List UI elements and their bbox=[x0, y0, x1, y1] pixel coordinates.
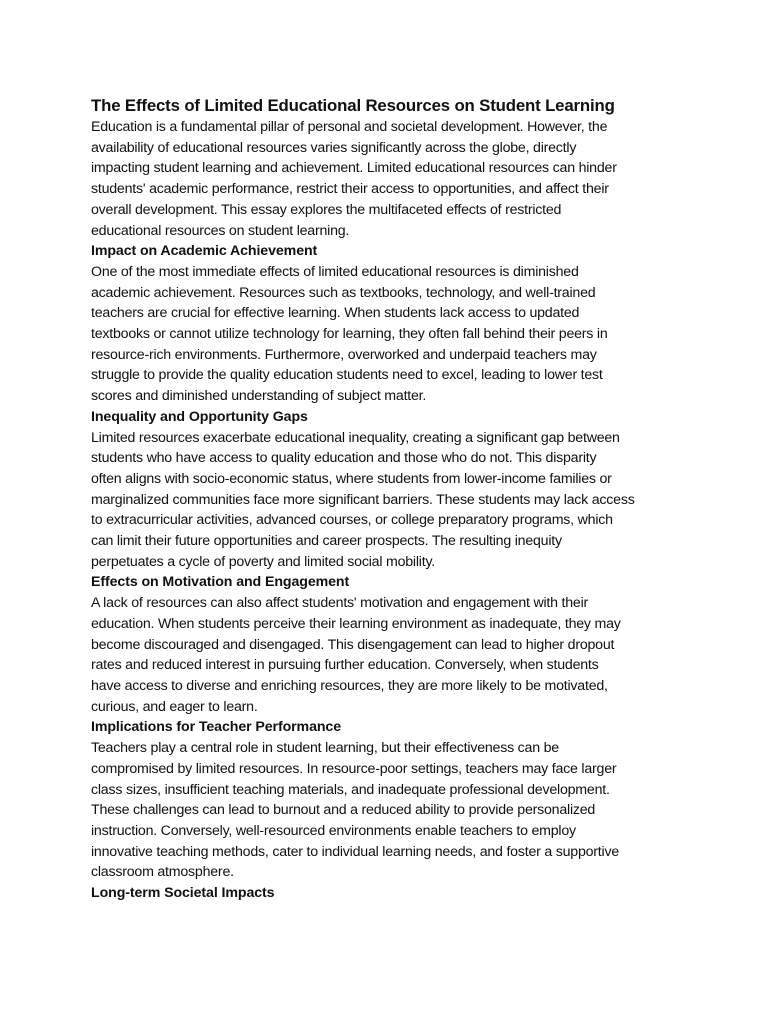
text-line: to extracurricular activities, advanced courses, or college preparatory programs, which bbox=[91, 512, 613, 529]
text-line: Limited resources exacerbate educational inequality, creating a significant gap between bbox=[91, 429, 620, 446]
text-line: can limit their future opportunities and career prospects. The resulting inequity bbox=[91, 533, 562, 550]
text-line: scores and diminished understanding of subject matter. bbox=[91, 388, 427, 405]
section-paragraph-inequality bbox=[91, 428, 691, 573]
section-paragraph-academic-achievement bbox=[91, 262, 691, 407]
section-heading-inequality: Inequality and Opportunity Gaps bbox=[91, 408, 308, 425]
text-line: curious, and eager to learn. bbox=[91, 698, 258, 715]
text-line: educational resources on student learning. bbox=[91, 222, 350, 239]
text-line: Education is a fundamental pillar of personal and societal development. However, the bbox=[91, 119, 608, 135]
text-line: class sizes, insufficient teaching materials, and inadequate professional development. bbox=[91, 781, 610, 798]
text-line: A lack of resources can also affect students' motivation and engagement with their bbox=[91, 595, 589, 612]
text-line: availability of educational resources varies significantly across the globe, directly bbox=[91, 139, 577, 156]
text-line: have access to diverse and enriching resources, they are more likely to be motivated, bbox=[91, 677, 608, 694]
section-heading-teacher-performance: Implications for Teacher Performance bbox=[91, 719, 342, 736]
text-line: Teachers play a central role in student learning, but their effectiveness can be bbox=[91, 740, 559, 757]
text-line: students who have access to quality education and those who do not. This disparity bbox=[91, 450, 597, 467]
section-paragraph-motivation bbox=[91, 593, 691, 717]
text-line: perpetuates a cycle of poverty and limited social mobility. bbox=[91, 553, 435, 570]
text-line: impacting student learning and achievement. Limited educational resources can hinder bbox=[91, 160, 617, 177]
document-title: The Effects of Limited Educational Resources on Student Learning bbox=[91, 96, 615, 115]
text-line: These challenges can lead to burnout and a reduced ability to provide personalized bbox=[91, 802, 596, 819]
text-line: academic achievement. Resources such as textbooks, technology, and well-trained bbox=[91, 284, 596, 301]
document-page bbox=[91, 95, 691, 904]
text-line: students' academic performance, restrict their access to opportunities, and affect their bbox=[91, 181, 609, 198]
text-line: teachers are crucial for effective learning. When students lack access to updated bbox=[91, 305, 580, 322]
intro-paragraph bbox=[91, 117, 691, 241]
section-heading-motivation: Effects on Motivation and Engagement bbox=[91, 574, 350, 591]
text-line: often aligns with socio-economic status, where students from lower-income families or bbox=[91, 470, 612, 487]
section-heading-societal-impacts: Long-term Societal Impacts bbox=[91, 885, 275, 902]
text-line: become discouraged and disengaged. This disengagement can lead to higher dropout bbox=[91, 636, 615, 653]
section-heading-academic-achievement: Impact on Academic Achievement bbox=[91, 243, 318, 260]
text-line: resource-rich environments. Furthermore, overworked and underpaid teachers may bbox=[91, 346, 597, 363]
text-line: classroom atmosphere. bbox=[91, 864, 234, 881]
section-paragraph-teacher-performance bbox=[91, 738, 691, 883]
text-line: One of the most immediate effects of limited educational resources is diminished bbox=[91, 263, 579, 280]
text-line: education. When students perceive their learning environment as inadequate, they may bbox=[91, 615, 621, 632]
text-line: innovative teaching methods, cater to individual learning needs, and foster a supportive bbox=[91, 843, 619, 860]
text-line: compromised by limited resources. In resource-poor settings, teachers may face larger bbox=[91, 760, 617, 777]
text-line: instruction. Conversely, well-resourced environments enable teachers to employ bbox=[91, 822, 576, 839]
text-line: textbooks or cannot utilize technology for learning, they often fall behind their peers in bbox=[91, 326, 608, 343]
text-line: rates and reduced interest in pursuing further education. Conversely, when students bbox=[91, 657, 599, 674]
text-line: struggle to provide the quality education students need to excel, leading to lower test bbox=[91, 367, 603, 384]
text-line: marginalized communities face more significant barriers. These students may lack access bbox=[91, 491, 635, 508]
text-line: overall development. This essay explores the multifaceted effects of restricted bbox=[91, 201, 562, 218]
